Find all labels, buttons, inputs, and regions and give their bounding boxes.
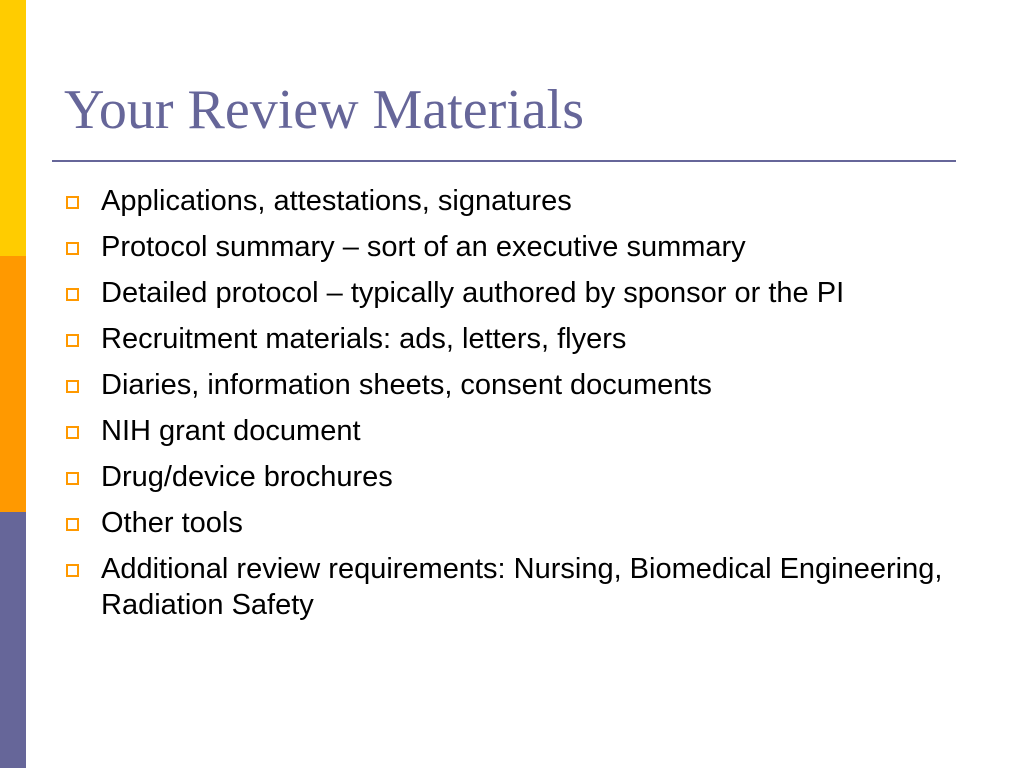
bullet-text: NIH grant document <box>101 415 361 447</box>
side-bar-orange-segment <box>0 256 26 512</box>
bullet-item <box>66 183 966 219</box>
square-bullet-icon <box>66 426 79 439</box>
bullet-text: Other tools <box>101 507 243 539</box>
bullet-item <box>66 367 966 403</box>
bullet-list <box>66 183 966 633</box>
side-bar-yellow-segment <box>0 0 26 256</box>
square-bullet-icon <box>66 472 79 485</box>
side-accent-bar <box>0 0 26 768</box>
bullet-item <box>66 551 966 623</box>
side-bar-purple-segment <box>0 512 26 768</box>
square-bullet-icon <box>66 242 79 255</box>
bullet-text: Diaries, information sheets, consent documents <box>101 369 712 401</box>
square-bullet-icon <box>66 288 79 301</box>
bullet-item <box>66 459 966 495</box>
bullet-text: Applications, attestations, signatures <box>101 185 572 217</box>
bullet-text: Recruitment materials: ads, letters, flyers <box>101 323 627 355</box>
title-underline-rule <box>52 160 956 162</box>
bullet-item <box>66 413 966 449</box>
bullet-item <box>66 321 966 357</box>
bullet-item <box>66 275 966 311</box>
square-bullet-icon <box>66 564 79 577</box>
bullet-text: Protocol summary – sort of an executive summary <box>101 231 746 263</box>
square-bullet-icon <box>66 518 79 531</box>
bullet-text: Additional review requirements: Nursing, Biomedical Engineering, Radiation Safety <box>101 553 943 621</box>
bullet-item <box>66 505 966 541</box>
slide-title: Your Review Materials <box>64 79 585 141</box>
bullet-text: Drug/device brochures <box>101 461 393 493</box>
square-bullet-icon <box>66 334 79 347</box>
bullet-item <box>66 229 966 265</box>
square-bullet-icon <box>66 380 79 393</box>
square-bullet-icon <box>66 196 79 209</box>
bullet-text: Detailed protocol – typically authored by sponsor or the PI <box>101 277 845 309</box>
